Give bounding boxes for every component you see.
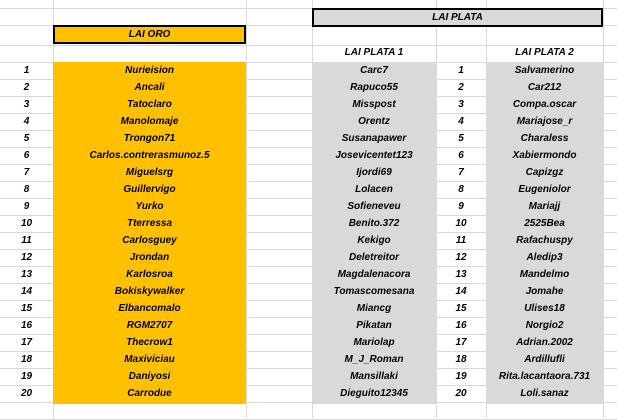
lai-plata-2-player-cell[interactable]: Ulises18 xyxy=(524,303,565,314)
lai-oro-player-cell[interactable]: Guillervigo xyxy=(123,184,176,195)
oro-rank-cell[interactable]: 16 xyxy=(20,320,33,331)
table-row xyxy=(0,249,617,266)
oro-rank-cell[interactable]: 6 xyxy=(23,150,30,161)
table-row xyxy=(0,164,617,181)
lai-plata-1-player-cell[interactable]: Kekigo xyxy=(357,235,391,246)
lai-oro-player-cell[interactable]: Maxiviciau xyxy=(124,354,175,365)
lai-oro-player-cell[interactable]: Miguelsrg xyxy=(125,167,174,178)
lai-plata-2-player-cell[interactable]: Salvamerino xyxy=(514,65,575,76)
plata-2-rank-cell[interactable]: 2 xyxy=(458,82,464,93)
table-row xyxy=(0,334,617,351)
lai-oro-player-cell[interactable]: RGM2707 xyxy=(126,320,173,331)
lai-plata-2-player-cell[interactable]: Rita.lacantaora.731 xyxy=(498,371,591,382)
table-row xyxy=(0,147,617,164)
oro-rank-cell[interactable]: 10 xyxy=(20,218,33,229)
lai-plata-1-player-cell[interactable]: Mansillaki xyxy=(350,371,398,382)
oro-rank-cell[interactable]: 2 xyxy=(23,82,30,93)
lai-plata-1-player-cell[interactable]: Josevicentet123 xyxy=(335,150,413,161)
lai-plata-1-player-cell[interactable]: Sofieneveu xyxy=(347,201,401,212)
lai-plata-1-title: LAI PLATA 1 xyxy=(344,47,404,58)
lai-plata-1-player-cell[interactable]: Benito.372 xyxy=(348,218,400,229)
lai-plata-2-player-cell[interactable]: Charaless xyxy=(520,133,569,144)
oro-rank-cell[interactable]: 19 xyxy=(20,371,33,382)
oro-rank-cell[interactable]: 1 xyxy=(23,65,30,76)
lai-plata-2-player-cell[interactable]: Mariajose_r xyxy=(516,116,573,127)
lai-plata-2-player-cell[interactable]: Xabiermondo xyxy=(512,150,577,161)
lai-oro-player-cell[interactable]: Carlosguey xyxy=(122,235,177,246)
oro-rank-cell[interactable]: 12 xyxy=(20,252,33,263)
oro-rank-cell[interactable]: 11 xyxy=(21,235,32,246)
lai-plata-2-player-cell[interactable]: Aledip3 xyxy=(526,252,563,263)
table-row xyxy=(0,317,617,334)
plata-2-rank-cell[interactable]: 8 xyxy=(458,184,464,195)
lai-plata-1-header[interactable] xyxy=(312,45,436,60)
plata-2-rank-cell[interactable]: 11 xyxy=(455,235,467,246)
lai-plata-2-player-cell[interactable]: Ardillufli xyxy=(524,354,565,365)
lai-oro-player-cell[interactable]: Nurieision xyxy=(125,65,174,76)
lai-plata-1-player-cell[interactable]: Pikatan xyxy=(356,320,392,331)
oro-rank-cell[interactable]: 8 xyxy=(23,184,30,195)
oro-rank-cell[interactable]: 15 xyxy=(20,303,33,314)
oro-rank-cell[interactable]: 13 xyxy=(20,269,33,280)
table-row xyxy=(0,283,617,300)
table-row xyxy=(0,368,617,385)
plata-2-rank-cell[interactable]: 5 xyxy=(458,133,464,144)
plata-2-rank-cell[interactable]: 1 xyxy=(458,65,464,76)
lai-plata-header[interactable] xyxy=(312,8,603,27)
table-row xyxy=(0,232,617,249)
plata-2-rank-cell[interactable]: 20 xyxy=(455,388,467,399)
oro-rank-cell[interactable]: 17 xyxy=(20,337,33,348)
lai-plata-2-player-cell[interactable]: Mariajj xyxy=(528,201,561,212)
lai-plata-2-player-cell[interactable]: 2525Bea xyxy=(524,218,565,229)
lai-plata-2-header[interactable] xyxy=(486,45,603,60)
lai-plata-1-player-cell[interactable]: Mariolap xyxy=(353,337,395,348)
table-row xyxy=(0,113,617,130)
table-row xyxy=(0,351,617,368)
plata-2-rank-cell[interactable]: 14 xyxy=(455,286,467,297)
plata-2-rank-cell[interactable]: 15 xyxy=(455,303,467,314)
lai-oro-player-cell[interactable]: Carlos.contrerasmunoz.5 xyxy=(89,150,210,161)
lai-plata-1-player-cell[interactable]: Susanapawer xyxy=(341,133,407,144)
lai-oro-player-cell[interactable]: Ancali xyxy=(134,82,165,93)
lai-plata-title: LAI PLATA xyxy=(432,12,483,23)
lai-plata-1-player-cell[interactable]: Dieguito12345 xyxy=(340,388,408,399)
lai-plata-2-player-cell[interactable]: Rafachuspy xyxy=(516,235,573,246)
oro-rank-cell[interactable]: 20 xyxy=(20,388,33,399)
lai-oro-player-cell[interactable]: Manolomaje xyxy=(120,116,179,127)
lai-oro-player-cell[interactable]: Carrodue xyxy=(127,388,172,399)
lai-plata-2-player-cell[interactable]: Eugeniolor xyxy=(518,184,571,195)
table-row xyxy=(0,300,617,317)
lai-plata-1-player-cell[interactable]: Tomascomesana xyxy=(333,286,415,297)
lai-plata-2-player-cell[interactable]: Adrian.2002 xyxy=(516,337,573,348)
plata-2-rank-cell[interactable]: 16 xyxy=(455,320,467,331)
table-row xyxy=(0,79,617,96)
table-row xyxy=(0,181,617,198)
plata-2-rank-cell[interactable]: 9 xyxy=(458,201,464,212)
oro-rank-cell[interactable]: 3 xyxy=(23,99,30,110)
plata-2-rank-cell[interactable]: 12 xyxy=(455,252,467,263)
lai-plata-2-player-cell[interactable]: Loli.sanaz xyxy=(520,388,569,399)
table-row xyxy=(0,266,617,283)
lai-plata-2-player-cell[interactable]: Mandelmo xyxy=(519,269,570,280)
oro-rank-cell[interactable]: 9 xyxy=(23,201,30,212)
table-row xyxy=(0,215,617,232)
table-row xyxy=(0,96,617,113)
lai-plata-2-player-cell[interactable]: Compa.oscar xyxy=(512,99,577,110)
lai-oro-title: LAI ORO xyxy=(128,29,171,40)
table-row xyxy=(0,130,617,147)
lai-oro-player-cell[interactable]: Daniyosi xyxy=(128,371,171,382)
lai-plata-1-player-cell[interactable]: Misspost xyxy=(352,99,396,110)
lai-plata-2-player-cell[interactable]: Jomahe xyxy=(525,286,564,297)
lai-plata-1-player-cell[interactable]: Deletreitor xyxy=(348,252,399,263)
lai-plata-2-title: LAI PLATA 2 xyxy=(515,47,574,58)
lai-oro-player-cell[interactable]: Bokiskywalker xyxy=(114,286,185,297)
lai-plata-1-player-cell[interactable]: Carc7 xyxy=(360,65,388,76)
table-row xyxy=(0,198,617,215)
lai-plata-1-player-cell[interactable]: Lolacen xyxy=(355,184,393,195)
plata-2-rank-cell[interactable]: 19 xyxy=(455,371,467,382)
lai-plata-1-player-cell[interactable]: Magdalenacora xyxy=(337,269,411,280)
oro-rank-cell[interactable]: 4 xyxy=(23,116,30,127)
lai-oro-player-cell[interactable]: Tterressa xyxy=(126,218,173,229)
lai-oro-player-cell[interactable]: Karlosroa xyxy=(126,269,173,280)
oro-rank-cell[interactable]: 18 xyxy=(20,354,33,365)
oro-rank-cell[interactable]: 7 xyxy=(23,167,30,178)
lai-oro-player-cell[interactable]: Thecrow1 xyxy=(126,337,173,348)
oro-rank-cell[interactable]: 5 xyxy=(23,133,30,144)
lai-plata-1-player-cell[interactable]: Miancg xyxy=(356,303,392,314)
lai-plata-1-player-cell[interactable]: Orentz xyxy=(358,116,390,127)
lai-plata-2-player-cell[interactable]: Capizgz xyxy=(525,167,564,178)
lai-plata-1-player-cell[interactable]: M_J_Roman xyxy=(344,354,404,365)
plata-2-rank-cell[interactable]: 3 xyxy=(458,99,464,110)
plata-2-rank-cell[interactable]: 10 xyxy=(455,218,467,229)
lai-oro-player-cell[interactable]: Trongon71 xyxy=(123,133,176,144)
plata-2-rank-cell[interactable]: 13 xyxy=(455,269,467,280)
lai-oro-player-cell[interactable]: Elbancomalo xyxy=(118,303,181,314)
table-row xyxy=(0,62,617,79)
lai-oro-header[interactable] xyxy=(53,25,246,44)
lai-oro-player-cell[interactable]: Tatoclaro xyxy=(127,99,172,110)
plata-2-rank-cell[interactable]: 17 xyxy=(455,337,467,348)
lai-plata-1-player-cell[interactable]: Rapuco55 xyxy=(350,82,398,93)
oro-rank-cell[interactable]: 14 xyxy=(20,286,33,297)
table-row xyxy=(0,385,617,402)
lai-plata-2-player-cell[interactable]: Norgio2 xyxy=(525,320,564,331)
lai-oro-player-cell[interactable]: Yurko xyxy=(135,201,164,212)
plata-2-rank-cell[interactable]: 7 xyxy=(458,167,464,178)
lai-plata-2-player-cell[interactable]: Car212 xyxy=(527,82,562,93)
plata-2-rank-cell[interactable]: 18 xyxy=(455,354,467,365)
lai-oro-player-cell[interactable]: Jrondan xyxy=(129,252,170,263)
plata-2-rank-cell[interactable]: 6 xyxy=(458,150,464,161)
lai-plata-1-player-cell[interactable]: Ijordi69 xyxy=(356,167,392,178)
plata-2-rank-cell[interactable]: 4 xyxy=(458,116,464,127)
